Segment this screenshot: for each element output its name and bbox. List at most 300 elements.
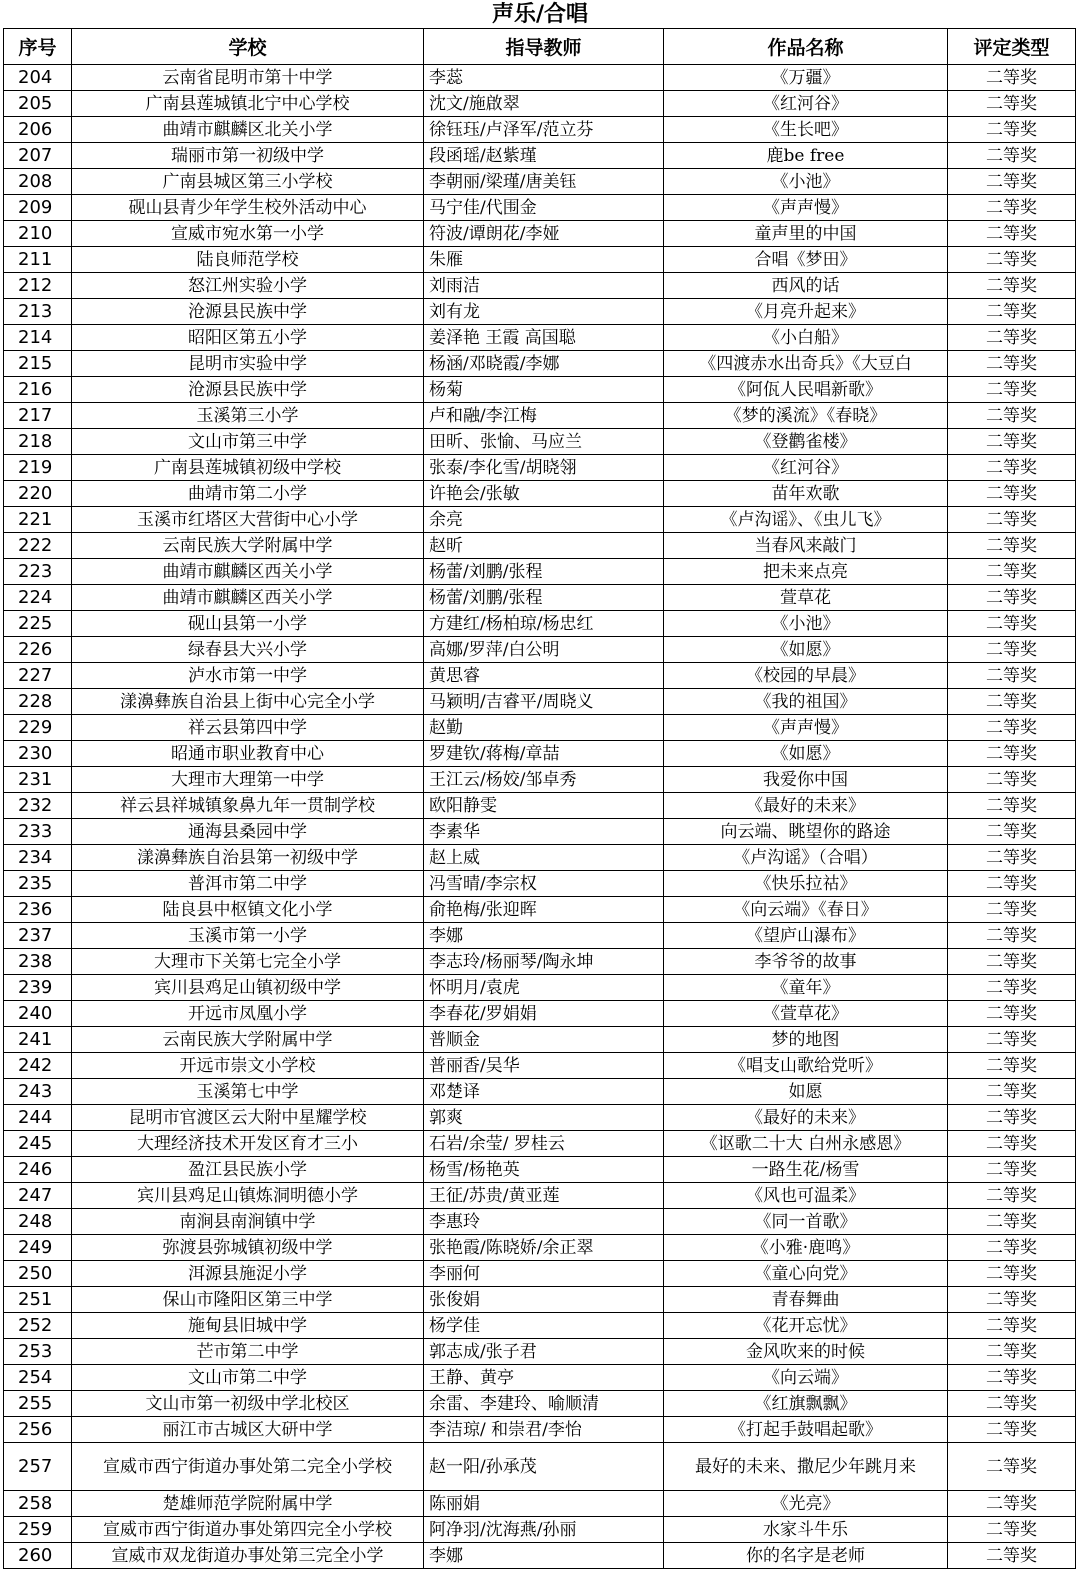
table-row: [4, 143, 1076, 169]
work-title-cell: 《同一首歌》: [664, 1209, 948, 1235]
school-cell: 宣威市双龙街道办事处第三完全小学: [72, 1543, 424, 1569]
award-cell: 二等奖: [948, 403, 1076, 429]
table-row: [4, 897, 1076, 923]
work-title-cell: 《打起手鼓唱起歌》: [664, 1417, 948, 1443]
award-cell: 二等奖: [948, 299, 1076, 325]
school-cell: 宾川县鸡足山镇初级中学: [72, 975, 424, 1001]
teacher-cell: 刘有龙: [424, 299, 664, 325]
table-row: [4, 1543, 1076, 1569]
award-cell: 二等奖: [948, 117, 1076, 143]
award-cell: 二等奖: [948, 221, 1076, 247]
award-cell: 二等奖: [948, 351, 1076, 377]
row-number: 254: [4, 1365, 72, 1391]
table-row: [4, 429, 1076, 455]
table-row: [4, 1157, 1076, 1183]
table-body: [4, 65, 1076, 1569]
teacher-cell: 杨雪/杨艳英: [424, 1157, 664, 1183]
school-cell: 广南县城区第三小学校: [72, 169, 424, 195]
teacher-cell: 黄思睿: [424, 663, 664, 689]
table-row: [4, 1131, 1076, 1157]
row-number: 242: [4, 1053, 72, 1079]
teacher-cell: 李洁琼/ 和崇君/李怡: [424, 1417, 664, 1443]
table-row: [4, 845, 1076, 871]
table-row: [4, 221, 1076, 247]
table-row: [4, 767, 1076, 793]
award-cell: 二等奖: [948, 1131, 1076, 1157]
work-title-cell: 西风的话: [664, 273, 948, 299]
row-number: 246: [4, 1157, 72, 1183]
work-title-cell: 《如愿》: [664, 741, 948, 767]
teacher-cell: 李娜: [424, 1543, 664, 1569]
row-number: 226: [4, 637, 72, 663]
award-cell: 二等奖: [948, 325, 1076, 351]
school-cell: 文山市第二中学: [72, 1365, 424, 1391]
table-row: [4, 117, 1076, 143]
school-cell: 保山市隆阳区第三中学: [72, 1287, 424, 1313]
award-cell: 二等奖: [948, 897, 1076, 923]
teacher-cell: 杨蕾/刘鹏/张程: [424, 559, 664, 585]
award-cell: 二等奖: [948, 429, 1076, 455]
teacher-cell: 刘雨洁: [424, 273, 664, 299]
table-row: [4, 195, 1076, 221]
header-row: [4, 29, 1076, 65]
row-number: 259: [4, 1517, 72, 1543]
award-cell: 二等奖: [948, 533, 1076, 559]
table-row: [4, 975, 1076, 1001]
work-title-cell: 《如愿》: [664, 637, 948, 663]
teacher-cell: 李素华: [424, 819, 664, 845]
award-cell: 二等奖: [948, 1183, 1076, 1209]
row-number: 216: [4, 377, 72, 403]
page-title: 声乐/合唱: [491, 2, 589, 27]
row-number: 253: [4, 1339, 72, 1365]
teacher-cell: 李春花/罗娟娟: [424, 1001, 664, 1027]
awards-table: [3, 28, 1076, 1569]
work-title-cell: 童声里的中国: [664, 221, 948, 247]
table-row: [4, 1209, 1076, 1235]
award-cell: 二等奖: [948, 559, 1076, 585]
teacher-cell: 罗建钦/蒋梅/章喆: [424, 741, 664, 767]
table-row: [4, 871, 1076, 897]
row-number: 235: [4, 871, 72, 897]
row-number: 210: [4, 221, 72, 247]
teacher-cell: 李丽何: [424, 1261, 664, 1287]
row-number: 207: [4, 143, 72, 169]
award-cell: 二等奖: [948, 91, 1076, 117]
column-header-work: 作品名称: [664, 29, 948, 65]
award-cell: 二等奖: [948, 1491, 1076, 1517]
work-title-cell: 《万疆》: [664, 65, 948, 91]
award-cell: 二等奖: [948, 949, 1076, 975]
work-title-cell: 《光亮》: [664, 1491, 948, 1517]
work-title-cell: 《花开忘忧》: [664, 1313, 948, 1339]
school-cell: 玉溪市红塔区大营街中心小学: [72, 507, 424, 533]
teacher-cell: 方建红/杨柏琼/杨忠红: [424, 611, 664, 637]
column-header-award: 评定类型: [948, 29, 1076, 65]
row-number: 208: [4, 169, 72, 195]
work-title-cell: 《声声慢》: [664, 195, 948, 221]
school-cell: 砚山县第一小学: [72, 611, 424, 637]
work-title-cell: 合唱《梦田》: [664, 247, 948, 273]
row-number: 248: [4, 1209, 72, 1235]
table-row: [4, 741, 1076, 767]
school-cell: 大理市大理第一中学: [72, 767, 424, 793]
award-cell: 二等奖: [948, 819, 1076, 845]
row-number: 204: [4, 65, 72, 91]
teacher-cell: 卢和融/李江梅: [424, 403, 664, 429]
row-number: 250: [4, 1261, 72, 1287]
award-cell: 二等奖: [948, 1313, 1076, 1339]
table-row: [4, 1261, 1076, 1287]
row-number: 260: [4, 1543, 72, 1569]
work-title-cell: 向云端、眺望你的路途: [664, 819, 948, 845]
school-cell: 绿春县大兴小学: [72, 637, 424, 663]
teacher-cell: 田昕、张愉、马应兰: [424, 429, 664, 455]
row-number: 243: [4, 1079, 72, 1105]
award-cell: 二等奖: [948, 1235, 1076, 1261]
school-cell: 曲靖市第二小学: [72, 481, 424, 507]
teacher-cell: 符波/谭朗花/李娅: [424, 221, 664, 247]
work-title-cell: 《红河谷》: [664, 455, 948, 481]
row-number: 229: [4, 715, 72, 741]
school-cell: 大理经济技术开发区育才三小: [72, 1131, 424, 1157]
row-number: 237: [4, 923, 72, 949]
table-row: [4, 533, 1076, 559]
teacher-cell: 朱雁: [424, 247, 664, 273]
teacher-cell: 余亮: [424, 507, 664, 533]
work-title-cell: 《卢沟谣》（合唱）: [664, 845, 948, 871]
award-cell: 二等奖: [948, 1105, 1076, 1131]
award-cell: 二等奖: [948, 1443, 1076, 1491]
table-row: [4, 1079, 1076, 1105]
row-number: 217: [4, 403, 72, 429]
award-cell: 二等奖: [948, 65, 1076, 91]
teacher-cell: 李朝丽/梁瑾/唐美钰: [424, 169, 664, 195]
row-number: 230: [4, 741, 72, 767]
table-row: [4, 1027, 1076, 1053]
table-row: [4, 1313, 1076, 1339]
work-title-cell: 《校园的早晨》: [664, 663, 948, 689]
award-cell: 二等奖: [948, 689, 1076, 715]
school-cell: 宣威市西宁街道办事处第四完全小学校: [72, 1517, 424, 1543]
work-title-cell: 青春舞曲: [664, 1287, 948, 1313]
award-cell: 二等奖: [948, 845, 1076, 871]
work-title-cell: 当春风来敲门: [664, 533, 948, 559]
school-cell: 广南县莲城镇北宁中心学校: [72, 91, 424, 117]
work-title-cell: 鹿be free: [664, 143, 948, 169]
row-number: 240: [4, 1001, 72, 1027]
row-number: 224: [4, 585, 72, 611]
table-row: [4, 1339, 1076, 1365]
work-title-cell: 《登鹳雀楼》: [664, 429, 948, 455]
table-row: [4, 1365, 1076, 1391]
row-number: 249: [4, 1235, 72, 1261]
teacher-cell: 赵上威: [424, 845, 664, 871]
row-number: 228: [4, 689, 72, 715]
award-cell: 二等奖: [948, 1157, 1076, 1183]
school-cell: 祥云县祥城镇象鼻九年一贯制学校: [72, 793, 424, 819]
table-row: [4, 923, 1076, 949]
work-title-cell: 水家斗牛乐: [664, 1517, 948, 1543]
award-cell: 二等奖: [948, 637, 1076, 663]
award-cell: 二等奖: [948, 871, 1076, 897]
teacher-cell: 赵昕: [424, 533, 664, 559]
row-number: 223: [4, 559, 72, 585]
school-cell: 云南民族大学附属中学: [72, 533, 424, 559]
school-cell: 洱源县施浞小学: [72, 1261, 424, 1287]
teacher-cell: 马宁佳/代围金: [424, 195, 664, 221]
row-number: 241: [4, 1027, 72, 1053]
column-header-school: 学校: [72, 29, 424, 65]
table-row: [4, 585, 1076, 611]
work-title-cell: 《最好的未来》: [664, 1105, 948, 1131]
table-row: [4, 793, 1076, 819]
table-row: [4, 1491, 1076, 1517]
row-number: 238: [4, 949, 72, 975]
work-title-cell: 《小雅·鹿鸣》: [664, 1235, 948, 1261]
work-title-cell: 李爷爷的故事: [664, 949, 948, 975]
teacher-cell: 沈文/施啟翠: [424, 91, 664, 117]
work-title-cell: 《声声慢》: [664, 715, 948, 741]
award-cell: 二等奖: [948, 481, 1076, 507]
school-cell: 漾濞彝族自治县第一初级中学: [72, 845, 424, 871]
teacher-cell: 欧阳静雯: [424, 793, 664, 819]
work-title-cell: 《童年》: [664, 975, 948, 1001]
award-cell: 二等奖: [948, 611, 1076, 637]
award-cell: 二等奖: [948, 195, 1076, 221]
work-title-cell: 《最好的未来》: [664, 793, 948, 819]
work-title-cell: 《小池》: [664, 611, 948, 637]
teacher-cell: 阿净羽/沈海燕/孙丽: [424, 1517, 664, 1543]
table-row: [4, 1443, 1076, 1491]
school-cell: 开远市崇文小学校: [72, 1053, 424, 1079]
row-number: 220: [4, 481, 72, 507]
teacher-cell: 郭爽: [424, 1105, 664, 1131]
teacher-cell: 张艳霞/陈晓娇/余正翠: [424, 1235, 664, 1261]
teacher-cell: 李惠玲: [424, 1209, 664, 1235]
award-cell: 二等奖: [948, 247, 1076, 273]
school-cell: 丽江市古城区大研中学: [72, 1417, 424, 1443]
school-cell: 大理市下关第七完全小学: [72, 949, 424, 975]
table-row: [4, 559, 1076, 585]
table-row: [4, 169, 1076, 195]
row-number: 219: [4, 455, 72, 481]
row-number: 221: [4, 507, 72, 533]
row-number: 236: [4, 897, 72, 923]
school-cell: 施甸县旧城中学: [72, 1313, 424, 1339]
school-cell: 瑞丽市第一初级中学: [72, 143, 424, 169]
school-cell: 昭通市职业教育中心: [72, 741, 424, 767]
table-row: [4, 1105, 1076, 1131]
teacher-cell: 马颖明/吉睿平/周晓义: [424, 689, 664, 715]
table-row: [4, 299, 1076, 325]
school-cell: 通海县桑园中学: [72, 819, 424, 845]
award-cell: 二等奖: [948, 169, 1076, 195]
table-row: [4, 1053, 1076, 1079]
award-cell: 二等奖: [948, 1339, 1076, 1365]
school-cell: 祥云县第四中学: [72, 715, 424, 741]
award-cell: 二等奖: [948, 273, 1076, 299]
teacher-cell: 冯雪晴/李宗权: [424, 871, 664, 897]
table-row: [4, 1287, 1076, 1313]
table-row: [4, 1391, 1076, 1417]
award-cell: 二等奖: [948, 585, 1076, 611]
work-title-cell: 《萱草花》: [664, 1001, 948, 1027]
school-cell: 昆明市官渡区云大附中星耀学校: [72, 1105, 424, 1131]
teacher-cell: 石岩/余莹/ 罗桂云: [424, 1131, 664, 1157]
school-cell: 南涧县南涧镇中学: [72, 1209, 424, 1235]
school-cell: 砚山县青少年学生校外活动中心: [72, 195, 424, 221]
work-title-cell: 萱草花: [664, 585, 948, 611]
award-cell: 二等奖: [948, 975, 1076, 1001]
work-title-cell: 《童心向党》: [664, 1261, 948, 1287]
table-row: [4, 611, 1076, 637]
school-cell: 云南民族大学附属中学: [72, 1027, 424, 1053]
work-title-cell: 如愿: [664, 1079, 948, 1105]
award-cell: 二等奖: [948, 1027, 1076, 1053]
teacher-cell: 姜泽艳 王霞 高国聪: [424, 325, 664, 351]
school-cell: 文山市第三中学: [72, 429, 424, 455]
teacher-cell: 杨蕾/刘鹏/张程: [424, 585, 664, 611]
teacher-cell: 邓楚译: [424, 1079, 664, 1105]
work-title-cell: 金风吹来的时候: [664, 1339, 948, 1365]
award-cell: 二等奖: [948, 143, 1076, 169]
table-row: [4, 1235, 1076, 1261]
row-number: 231: [4, 767, 72, 793]
table-row: [4, 663, 1076, 689]
school-cell: 玉溪市第一小学: [72, 923, 424, 949]
row-number: 205: [4, 91, 72, 117]
school-cell: 曲靖市麒麟区西关小学: [72, 585, 424, 611]
award-cell: 二等奖: [948, 715, 1076, 741]
school-cell: 曲靖市麒麟区北关小学: [72, 117, 424, 143]
teacher-cell: 张俊娟: [424, 1287, 664, 1313]
work-title-cell: 《小池》: [664, 169, 948, 195]
teacher-cell: 怀明月/袁虎: [424, 975, 664, 1001]
teacher-cell: 余雷、李建玲、喻顺清: [424, 1391, 664, 1417]
teacher-cell: 郭志成/张子君: [424, 1339, 664, 1365]
row-number: 212: [4, 273, 72, 299]
work-title-cell: 《向云端》: [664, 1365, 948, 1391]
school-cell: 曲靖市麒麟区西关小学: [72, 559, 424, 585]
work-title-cell: 苗年欢歌: [664, 481, 948, 507]
school-cell: 芒市第二中学: [72, 1339, 424, 1365]
table-row: [4, 507, 1076, 533]
teacher-cell: 王静、黄亭: [424, 1365, 664, 1391]
teacher-cell: 普顺金: [424, 1027, 664, 1053]
work-title-cell: 一路生花/杨雪: [664, 1157, 948, 1183]
teacher-cell: 徐钰珏/卢泽军/范立芬: [424, 117, 664, 143]
work-title-cell: 把未来点亮: [664, 559, 948, 585]
school-cell: 楚雄师范学院附属中学: [72, 1491, 424, 1517]
work-title-cell: 《月亮升起来》: [664, 299, 948, 325]
work-title-cell: 《红河谷》: [664, 91, 948, 117]
teacher-cell: 杨菊: [424, 377, 664, 403]
table-row: [4, 1001, 1076, 1027]
award-cell: 二等奖: [948, 1079, 1076, 1105]
work-title-cell: 《卢沟谣》、《虫儿飞》: [664, 507, 948, 533]
row-number: 239: [4, 975, 72, 1001]
school-cell: 盈江县民族小学: [72, 1157, 424, 1183]
school-cell: 怒江州实验小学: [72, 273, 424, 299]
row-number: 251: [4, 1287, 72, 1313]
work-title-cell: 你的名字是老师: [664, 1543, 948, 1569]
school-cell: 玉溪第三小学: [72, 403, 424, 429]
row-number: 257: [4, 1443, 72, 1491]
row-number: 209: [4, 195, 72, 221]
table-row: [4, 403, 1076, 429]
work-title-cell: 最好的未来、撒尼少年跳月来: [664, 1443, 948, 1491]
teacher-cell: 赵一阳/孙承茂: [424, 1443, 664, 1491]
row-number: 213: [4, 299, 72, 325]
teacher-cell: 许艳会/张敏: [424, 481, 664, 507]
school-cell: 昭阳区第五小学: [72, 325, 424, 351]
work-title-cell: 《向云端》《春日》: [664, 897, 948, 923]
work-title-cell: 《风也可温柔》: [664, 1183, 948, 1209]
row-number: 256: [4, 1417, 72, 1443]
table-row: [4, 715, 1076, 741]
row-number: 247: [4, 1183, 72, 1209]
row-number: 206: [4, 117, 72, 143]
teacher-cell: 李娜: [424, 923, 664, 949]
teacher-cell: 杨学佳: [424, 1313, 664, 1339]
school-cell: 云南省昆明市第十中学: [72, 65, 424, 91]
award-cell: 二等奖: [948, 663, 1076, 689]
row-number: 227: [4, 663, 72, 689]
work-title-cell: 《梦的溪流》《春晓》: [664, 403, 948, 429]
row-number: 222: [4, 533, 72, 559]
award-cell: 二等奖: [948, 455, 1076, 481]
teacher-cell: 李蕊: [424, 65, 664, 91]
column-header-teacher: 指导教师: [424, 29, 664, 65]
row-number: 211: [4, 247, 72, 273]
teacher-cell: 高娜/罗萍/白公明: [424, 637, 664, 663]
row-number: 215: [4, 351, 72, 377]
row-number: 225: [4, 611, 72, 637]
teacher-cell: 王江云/杨姣/邹卓秀: [424, 767, 664, 793]
award-cell: 二等奖: [948, 1001, 1076, 1027]
row-number: 255: [4, 1391, 72, 1417]
school-cell: 泸水市第一中学: [72, 663, 424, 689]
table-row: [4, 819, 1076, 845]
award-cell: 二等奖: [948, 793, 1076, 819]
row-number: 233: [4, 819, 72, 845]
school-cell: 普洱市第二中学: [72, 871, 424, 897]
school-cell: 沧源县民族中学: [72, 299, 424, 325]
work-title-cell: 《阿佤人民唱新歌》: [664, 377, 948, 403]
row-number: 252: [4, 1313, 72, 1339]
table-row: [4, 481, 1076, 507]
award-cell: 二等奖: [948, 767, 1076, 793]
school-cell: 陆良师范学校: [72, 247, 424, 273]
teacher-cell: 赵勤: [424, 715, 664, 741]
work-title-cell: 《生长吧》: [664, 117, 948, 143]
school-cell: 广南县莲城镇初级中学校: [72, 455, 424, 481]
award-cell: 二等奖: [948, 1391, 1076, 1417]
teacher-cell: 段函瑶/赵紫瑾: [424, 143, 664, 169]
table-row: [4, 689, 1076, 715]
award-cell: 二等奖: [948, 377, 1076, 403]
work-title-cell: 《四渡赤水出奇兵》《大豆白: [664, 351, 948, 377]
award-cell: 二等奖: [948, 1417, 1076, 1443]
school-cell: 宣威市宛水第一小学: [72, 221, 424, 247]
school-cell: 昆明市实验中学: [72, 351, 424, 377]
table-row: [4, 1417, 1076, 1443]
award-cell: 二等奖: [948, 1287, 1076, 1313]
award-cell: 二等奖: [948, 1365, 1076, 1391]
work-title-cell: 《快乐拉祜》: [664, 871, 948, 897]
table-row: [4, 91, 1076, 117]
